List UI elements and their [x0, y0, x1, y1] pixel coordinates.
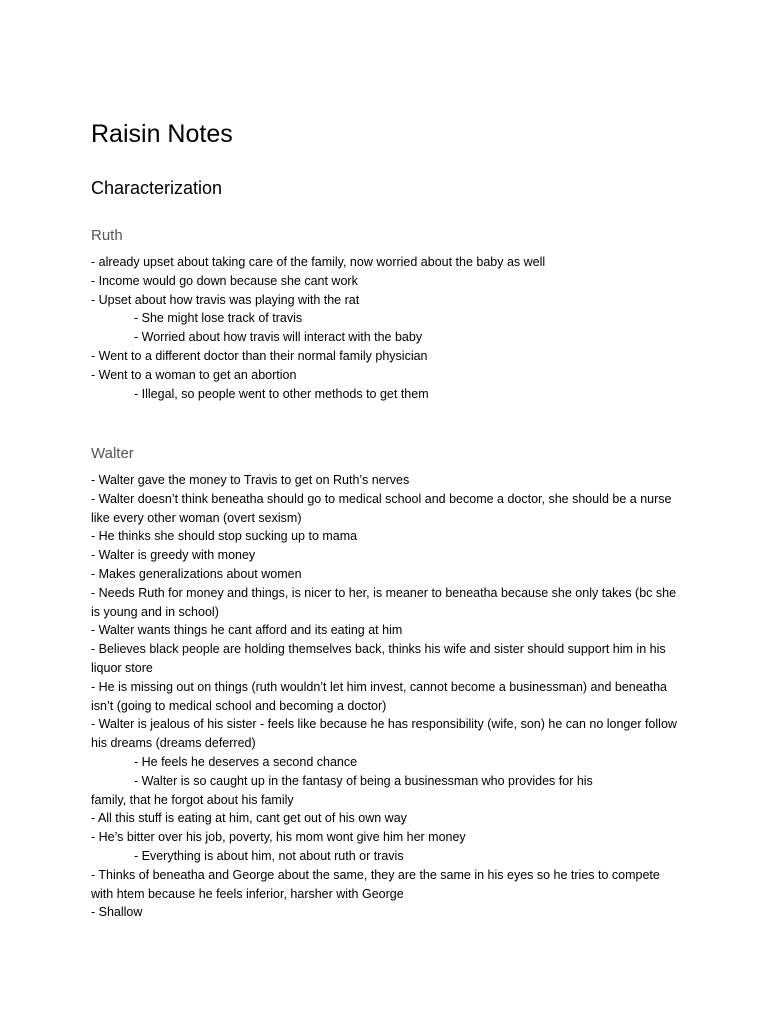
- list-item: - Believes black people are holding themselves back, thinks his wife and sister should support him in his liquor store: [91, 642, 670, 675]
- list-item: - Walter gave the money to Travis to get on Ruth’s nerves: [91, 473, 410, 487]
- list-item: - Thinks of beneatha and George about the same, they are the same in his eyes so he tries to compete with htem because he feels inferior, harsher with George: [91, 867, 664, 901]
- list-item: - He feels he deserves a second chance: [134, 754, 358, 769]
- list-item: - He’s bitter over his job, poverty, his mom wont give him her money: [91, 830, 466, 845]
- walter-notes-list: [91, 471, 681, 922]
- list-item: - Walter wants things he cant afford and its eating at him: [91, 623, 403, 638]
- list-item: - He is missing out on things (ruth wouldn’t let him invest, cannot become a businessman) and beneatha isn’t (going to medical school and becoming a doctor): [91, 679, 671, 713]
- list-item: family, that he forgot about his family: [91, 792, 294, 807]
- list-item: - Walter is greedy with money: [91, 548, 256, 563]
- list-item: - Makes generalizations about women: [91, 566, 302, 581]
- list-item: - Went to a woman to get an abortion: [91, 367, 297, 382]
- list-item: - Upset about how travis was playing with the rat: [91, 292, 360, 307]
- list-item: - Everything is about him, not about ruth or travis: [134, 848, 404, 863]
- subheading-ruth: Ruth: [91, 227, 123, 244]
- document-title: Raisin Notes: [91, 120, 233, 148]
- list-item: - Walter is so caught up in the fantasy of being a businessman who provides for his: [134, 773, 593, 788]
- list-item: - already upset about taking care of the family, now worried about the baby as well: [91, 255, 546, 269]
- subheading-walter: Walter: [91, 445, 134, 462]
- list-item: - Illegal, so people went to other methods to get them: [134, 386, 429, 401]
- list-item: - Went to a different doctor than their normal family physician: [91, 348, 428, 363]
- list-item: - She might lose track of travis: [134, 311, 303, 326]
- list-item: - He thinks she should stop sucking up to mama: [91, 529, 358, 544]
- list-item: - Shallow: [91, 905, 143, 920]
- list-item: - Walter doesn’t think beneatha should go to medical school and become a doctor, she should be a nurse like every other woman (overt sexism): [91, 491, 675, 525]
- list-item: - Income would go down because she cant work: [91, 273, 358, 288]
- ruth-notes-list: [91, 253, 681, 403]
- list-item: - Worried about how travis will interact with the baby: [134, 330, 423, 345]
- list-item: - All this stuff is eating at him, cant get out of his own way: [91, 811, 407, 826]
- list-item: - Walter is jealous of his sister - feels like because he has responsibility (wife, son) he can no longer follow his dreams (dreams deferred): [91, 717, 681, 751]
- list-item: - Needs Ruth for money and things, is nicer to her, is meaner to beneatha because she only takes (bc she is young and in school): [91, 585, 680, 619]
- section-heading-characterization: Characterization: [91, 178, 223, 198]
